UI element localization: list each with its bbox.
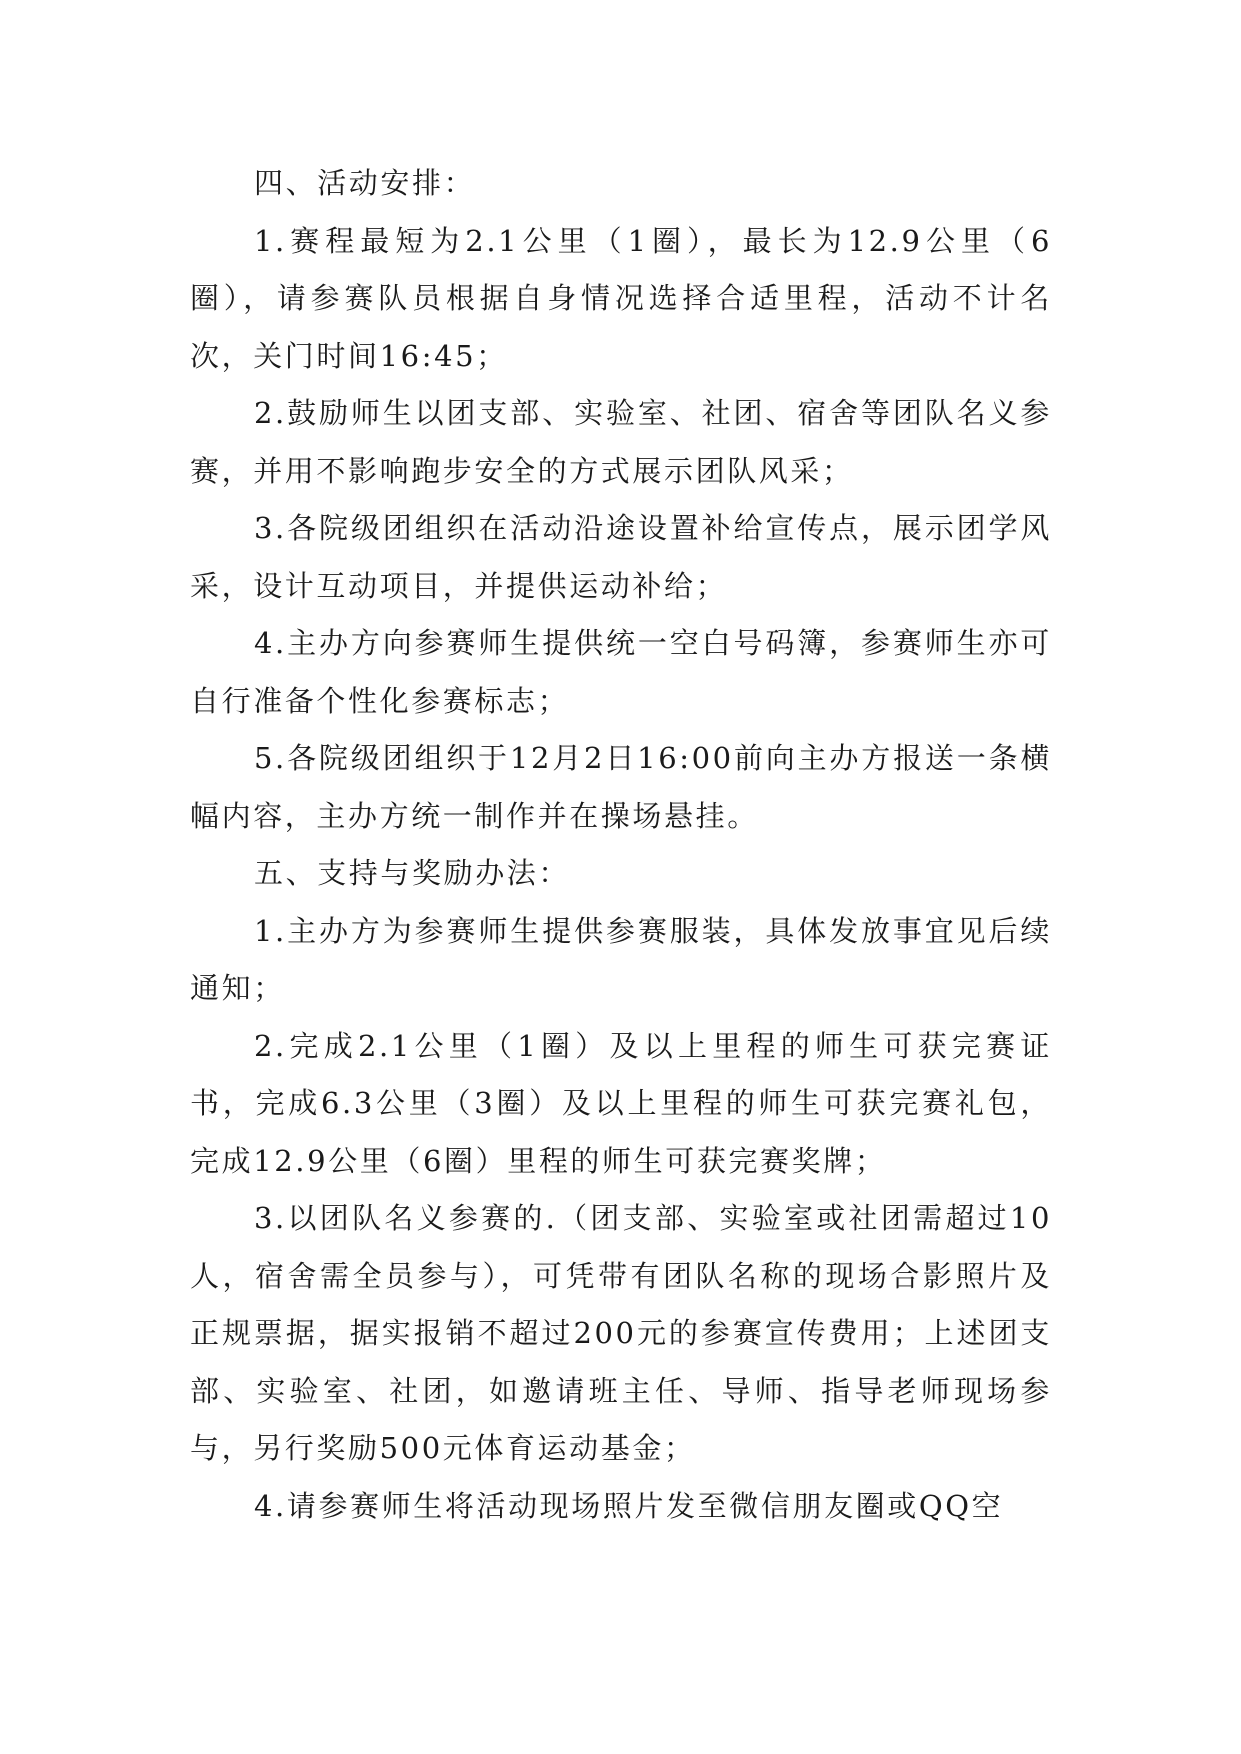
- document-body: [190, 155, 1052, 1535]
- reward-item-1: 1.主办方为参赛师生提供参赛服装，具体发放事宜见后续通知；: [190, 913, 1052, 1005]
- activity-item-3: 3.各院级团组织在活动沿途设置补给宣传点，展示团学风采，设计互动项目，并提供运动补给；: [190, 511, 1052, 603]
- activity-item-2: 2.鼓励师生以团支部、实验室、社团、宿舍等团队名义参赛，并用不影响跑步安全的方式展示团队风采；: [190, 396, 1052, 488]
- activity-item-4: 4.主办方向参赛师生提供统一空白号码簿，参赛师生亦可自行准备个性化参赛标志；: [190, 626, 1052, 718]
- section-heading-support-rewards: 五、支持与奖励办法：: [254, 856, 571, 890]
- reward-item-2: 2.完成2.1公里（1圈）及以上里程的师生可获完赛证书，完成6.3公里（3圈）及以上里程的师生可获完赛礼包，完成12.9公里（6圈）里程的师生可获完赛奖牌；: [190, 1028, 1052, 1178]
- section-heading-activity-arrangement: 四、活动安排：: [254, 166, 476, 200]
- reward-item-3: 3.以团队名义参赛的.（团支部、实验室或社团需超过10人，宿舍需全员参与），可凭带有团队名称的现场合影照片及正规票据，据实报销不超过200元的参赛宣传费用；上述团支部、实验室、社团，如邀请班主任、导师、指导老师现场参与，另行奖励500元体育运动基金；: [190, 1201, 1052, 1465]
- activity-item-5: 5.各院级团组织于12月2日16:00前向主办方报送一条横幅内容，主办方统一制作并在操场悬挂。: [190, 741, 1052, 833]
- activity-item-1: 1.赛程最短为2.1公里（1圈），最长为12.9公里（6圈），请参赛队员根据自身情况选择合适里程，活动不计名次，关门时间16:45；: [190, 223, 1052, 373]
- reward-item-4: 4.请参赛师生将活动现场照片发至微信朋友圈或QQ空: [254, 1488, 1004, 1523]
